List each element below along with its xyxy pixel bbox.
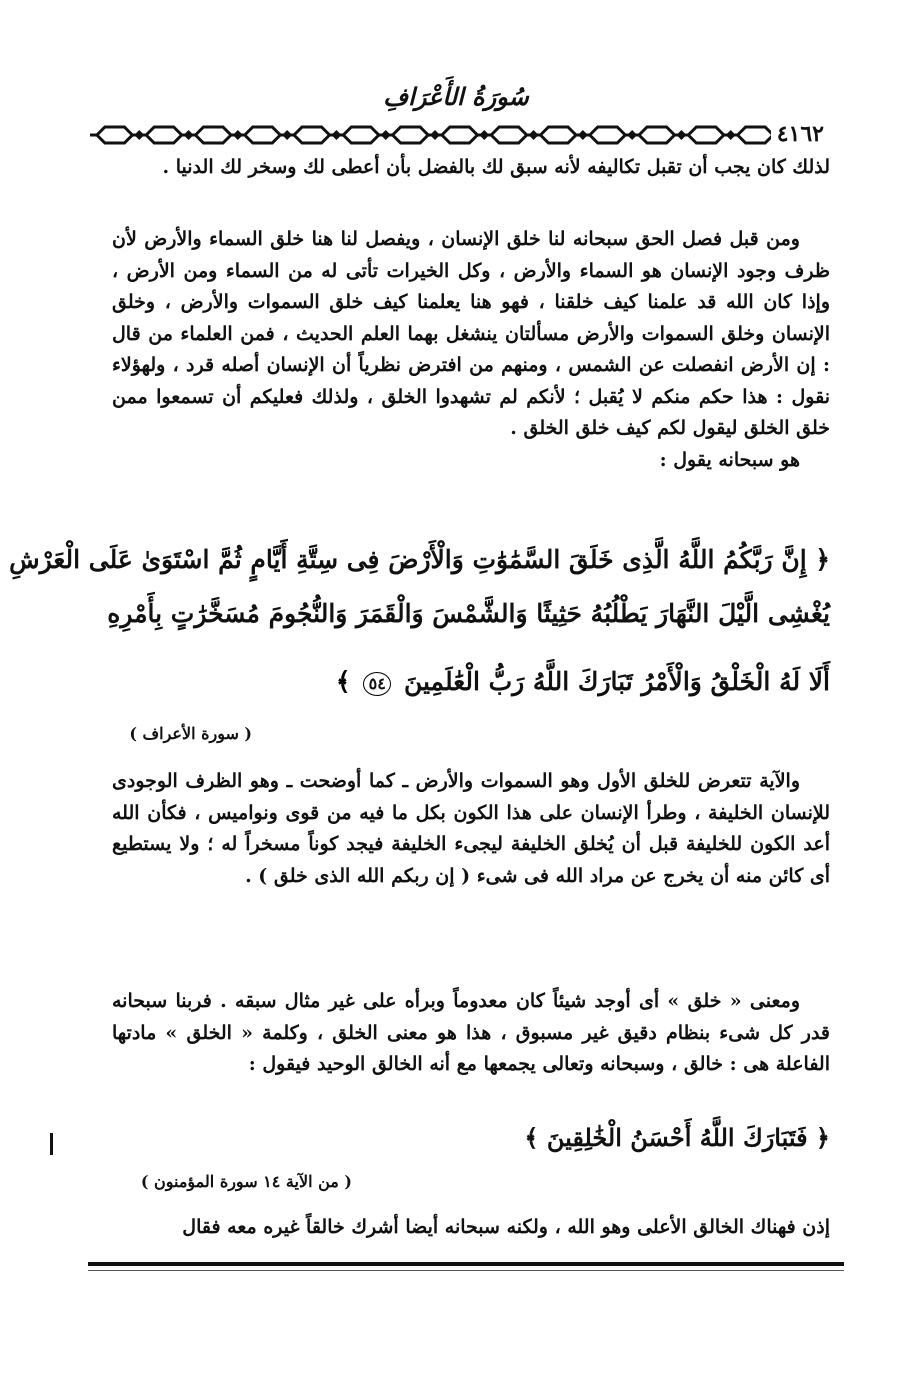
footer-rule-thin [88, 1270, 844, 1271]
margin-mark [50, 1133, 53, 1155]
paragraph-1-text: لذلك كان يجب أن تقبل تكاليفه لأنه سبق لك بالفضل بأن أعطى لك وسخر لك الدنيا . [162, 156, 830, 178]
paragraph-5 [112, 1212, 830, 1244]
verse-2-citation: ( من الآية ١٤ سورة المؤمنون ) [140, 1172, 352, 1191]
page-number: ٤١٦٢ [771, 122, 830, 146]
paragraph-1 [112, 152, 830, 184]
footer-rule [88, 1262, 844, 1266]
paragraph-3 [112, 766, 830, 892]
paragraph-4 [112, 986, 830, 1081]
verse-intro-line: هو سبحانه يقول : [659, 448, 800, 471]
ayah-number-marker: ٥٤ [363, 672, 391, 696]
ornament-chain-icon [90, 120, 780, 150]
verse-1-line-1: ﴿ إِنَّ رَبَّكُمُ اللَّهُ الَّذِى خَلَقَ السَّمَٰوَٰتِ وَالْأَرْضَ فِى سِتَّةِ أَيَّامٍ ثُمَّ اسْتَوَىٰ عَلَى الْعَرْشِ [9, 545, 830, 574]
verse-1-line-3-text: أَلَا لَهُ الْخَلْقُ وَالْأَمْرُ تَبَارَكَ اللَّهُ رَبُّ الْعَٰلَمِينَ [403, 667, 830, 696]
verse-1-citation: ( سورة الأعراف ) [129, 724, 252, 743]
paragraph-5-text: إذن فهناك الخالق الأعلى وهو الله ، ولكنه سبحانه أيضا أشرك خالقاً غيره معه فقال [182, 1216, 830, 1238]
verse-1-line-3 [112, 662, 830, 702]
paragraph-3-text: والآية تتعرض للخلق الأول وهو السموات والأرض ـ كما أوضحت ـ وهو الظرف الوجودى للإنسان الخليفة ، وطرأ الإنسان على هذا الكون بكل ما فيه من قوى ونواميس ، فكأن الله أعد الكون للخليفة قبل أن يُخلق الخليفة ليجىء الخليفة فيجد كوناً مسخراً له ؛ ولا يستطيع أى كائن منه أن يخرج عن مراد الله فى شىء ( إن ربكم الله الذى خلق ) . [112, 770, 830, 887]
header-ornament-band [90, 120, 860, 150]
verse-closing-bracket: ﴾ [335, 667, 351, 696]
verse-2-line: ﴿ فَتَبَارَكَ اللَّهُ أَحْسَنُ الْخَٰلِقِينَ ﴾ [524, 1123, 830, 1152]
paragraph-2-text: ومن قبل فصل الحق سبحانه لنا خلق الإنسان ، ويفصل لنا هنا خلق السماء والأرض لأن ظرف وجود الإنسان هو السماء والأرض ، وكل الخيرات تأتى له من السماء ومن الأرض ، وإذا كان الله قد علمنا كيف خلقنا ، فهو هنا يعلمنا كيف خلق السموات والأرض ، وخلق الإنسان وخلق السموات والأرض مسألتان ينشغل بهما العلم الحديث ، فمن العلماء من قال : إن الأرض انفصلت عن الشمس ، ومنهم من افترض نظرياً أن الإنسان أصله قرد ، ولهؤلاء نقول : هذا حكم منكم لا يُقبل ؛ لأنكم لم تشهدوا الخلق ، ولذلك فعليكم أن تسمعوا ممن خلق الخلق ليقول لكم كيف خلق الخلق . [112, 228, 830, 439]
paragraph-4-text: ومعنى « خلق » أى أوجد شيئاً كان معدوماً وبرأه على غير مثال سبقه . فربنا سبحانه قدر كل شىء بنظام دقيق غير مسبوق ، هذا هو معنى الخلق ، وكلمة « الخلق » مادتها الفاعلة هى : خالق ، وسبحانه وتعالى يجمعها مع أنه الخالق الوحيد فيقول : [112, 990, 830, 1075]
verse-1-line-2: يُغْشِى الَّيْلَ النَّهَارَ يَطْلُبُهُ حَثِيثًا وَالشَّمْسَ وَالْقَمَرَ وَالنُّجُومَ مُسَخَّرَٰتٍ بِأَمْرِهِ [107, 599, 830, 628]
surah-title: سُورَةُ الأَعْرَافِ [383, 82, 529, 111]
paragraph-2 [112, 224, 830, 476]
